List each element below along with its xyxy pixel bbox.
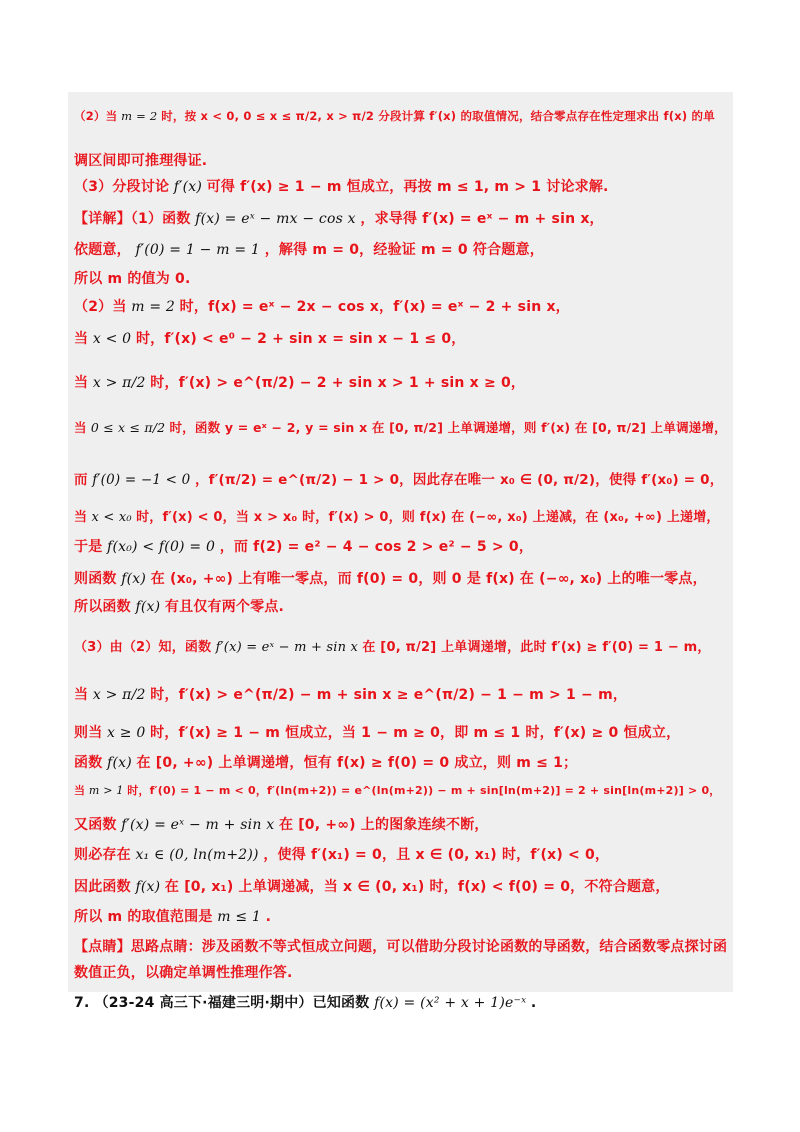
line-text: 当 bbox=[74, 687, 89, 703]
line-text: 调区间即可推理得证. bbox=[74, 153, 208, 169]
math-expression: f(x) = (x² + x + 1)e⁻ˣ bbox=[369, 995, 531, 1011]
line-text: 所以 m 的值为 0. bbox=[74, 271, 191, 287]
line-text: 则必存在 bbox=[74, 847, 131, 863]
line-text-rest: 有且仅有两个零点. bbox=[164, 599, 285, 615]
line-text-rest: ，解得 m = 0，经验证 m = 0 符合题意， bbox=[264, 242, 544, 258]
line-text-rest: 在 (x₀, +∞) 上有唯一零点，而 f(0) = 0，则 0 是 f(x) 在 (−∞, x₀) 上的唯一零点， bbox=[150, 571, 707, 587]
solution-line bbox=[74, 814, 729, 834]
line-text: 当 bbox=[74, 375, 89, 391]
math-expression: m ≤ 1 bbox=[212, 909, 266, 925]
line-text: （2）当 bbox=[74, 299, 127, 315]
line-text-rest: ，求导得 f′(x) = eˣ − m + sin x， bbox=[360, 211, 604, 227]
math-expression: f′(x) = eˣ − m + sin x bbox=[116, 817, 279, 833]
line-text: 当 bbox=[74, 420, 87, 435]
solution-line bbox=[74, 506, 729, 525]
line-text: 当 bbox=[74, 331, 89, 347]
math-expression: f(x) bbox=[116, 571, 151, 587]
line-text: 当 bbox=[74, 784, 86, 797]
math-expression: f′(x) bbox=[169, 179, 207, 195]
line-text-rest: 在 [0, π/2] 上单调递增，此时 f′(x) ≥ f′(0) = 1 − m， bbox=[362, 640, 711, 655]
line-text-rest: 时，f′(0) = 1 − m < 0，f′(ln(m+2)) = e^(ln(m+2)) − m + sin[ln(m+2)] = 2 + sin[ln(m+2)] > 0， bbox=[127, 784, 721, 797]
line-text: 所以 m 的取值范围是 bbox=[74, 909, 213, 925]
math-expression: f(x) bbox=[130, 879, 165, 895]
math-expression: x > π/2 bbox=[88, 687, 151, 703]
solution-line bbox=[74, 752, 729, 772]
solution-line bbox=[74, 876, 729, 896]
line-text: 而 bbox=[74, 472, 88, 488]
math-expression: f′(0) = −1 < 0 bbox=[87, 472, 195, 488]
math-expression: x₁ ∈ (0, ln(m+2)) bbox=[130, 847, 264, 863]
line-text: 因此函数 bbox=[74, 879, 131, 895]
line-text: 则函数 bbox=[74, 571, 117, 587]
line-text-rest: 在 [0, +∞) 上单调递增，恒有 f(x) ≥ f(0) = 0 成立，则 m ≤ 1； bbox=[136, 755, 578, 771]
line-text-rest: 可得 f′(x) ≥ 1 − m 恒成立，再按 m ≤ 1, m > 1 讨论求解. bbox=[206, 179, 609, 195]
line-text-rest: . bbox=[530, 995, 537, 1011]
math-expression: x < 0 bbox=[88, 331, 136, 347]
solution-line bbox=[74, 596, 729, 616]
line-text: （3）由（2）知，函数 bbox=[74, 640, 212, 655]
solution-line bbox=[74, 636, 729, 655]
line-text: 7. （23-24 高三下·福建三明·期中）已知函数 bbox=[74, 995, 370, 1011]
line-text: 【详解】（1）函数 bbox=[74, 211, 191, 227]
line-text: （3）分段讨论 bbox=[74, 179, 170, 195]
line-text-rest: 在 [0, x₁) 上单调递减，当 x ∈ (0, x₁) 时，f(x) < f(0) = 0，不符合题意， bbox=[164, 879, 670, 895]
line-text: 数值正负，以确定单调性推理作答. bbox=[74, 965, 293, 981]
line-text: 则当 bbox=[74, 725, 103, 741]
line-text-rest: ，而 f(2) = e² − 4 − cos 2 > e² − 5 > 0， bbox=[219, 539, 534, 555]
solution-line bbox=[74, 568, 729, 588]
solution-line bbox=[74, 150, 729, 170]
solution-line bbox=[74, 468, 729, 488]
line-text-rest: 时，函数 y = eˣ − 2, y = sin x 在 [0, π/2] 上单调递增，则 f′(x) 在 [0, π/2] 上单调递增， bbox=[169, 420, 727, 435]
math-expression: 0 ≤ x ≤ π/2 bbox=[86, 420, 170, 435]
line-text-rest: 时，f′(x) ≥ 1 − m 恒成立，当 1 − m ≥ 0，即 m ≤ 1 时，f′(x) ≥ 0 恒成立， bbox=[150, 725, 681, 741]
line-text: 函数 bbox=[74, 755, 103, 771]
solution-line bbox=[74, 844, 729, 864]
solution-line bbox=[74, 108, 729, 124]
math-expression: f(x₀) < f(0) = 0 bbox=[102, 539, 220, 555]
solution-line bbox=[74, 936, 729, 956]
line-text-rest: ，使得 f′(x₁) = 0，且 x ∈ (0, x₁) 时，f′(x) < 0， bbox=[263, 847, 610, 863]
line-text: 依题意， bbox=[74, 242, 131, 258]
line-text-rest: 时，按 x < 0, 0 ≤ x ≤ π/2, x > π/2 分段计算 f′(x) 的取值情况，结合零点存在性定理求出 f(x) 的单 bbox=[161, 109, 715, 123]
solution-line bbox=[74, 906, 729, 926]
math-expression: x < x₀ bbox=[87, 510, 137, 525]
solution-line bbox=[74, 782, 729, 798]
line-text-rest: 时，f′(x) < e⁰ − 2 + sin x = sin x − 1 ≤ 0， bbox=[135, 331, 466, 347]
solution-line bbox=[74, 268, 729, 288]
solution-line bbox=[74, 239, 729, 259]
math-expression: x > π/2 bbox=[88, 375, 151, 391]
line-text: 当 bbox=[74, 510, 88, 525]
line-text-rest: 时，f′(x) < 0，当 x > x₀ 时，f′(x) > 0，则 f(x) 在 (−∞, x₀) 上递减，在 (x₀, +∞) 上递增， bbox=[136, 510, 720, 525]
math-expression: m = 2 bbox=[126, 299, 180, 315]
solution-line bbox=[74, 208, 729, 228]
math-expression: f′(0) = 1 − m = 1 bbox=[130, 242, 265, 258]
line-text-rest: 时，f′(x) > e^(π/2) − 2 + sin x > 1 + sin x ≥ 0， bbox=[150, 375, 526, 391]
line-text: （2）当 bbox=[74, 109, 118, 123]
solution-line bbox=[74, 372, 729, 392]
line-text: 【点睛】思路点睛：涉及函数不等式恒成立问题，可以借助分段讨论函数的导函数，结合函数零点探讨函 bbox=[74, 939, 728, 955]
line-text-rest: 时，f(x) = eˣ − 2x − cos x，f′(x) = eˣ − 2 + sin x， bbox=[179, 299, 570, 315]
solution-line bbox=[74, 418, 729, 436]
line-text-rest: ，f′(π/2) = e^(π/2) − 1 > 0，因此存在唯一 x₀ ∈ (0, π/2)，使得 f′(x₀) = 0， bbox=[194, 472, 724, 488]
math-expression: m > 1 bbox=[85, 784, 128, 797]
math-expression: x ≥ 0 bbox=[102, 725, 151, 741]
math-expression: f(x) bbox=[102, 755, 137, 771]
line-text-rest: . bbox=[265, 909, 272, 925]
solution-line bbox=[74, 684, 729, 704]
line-text: 又函数 bbox=[74, 817, 117, 833]
math-expression: f(x) = eˣ − mx − cos x bbox=[190, 211, 361, 227]
math-expression: f(x) bbox=[130, 599, 165, 615]
math-expression: m = 2 bbox=[117, 109, 162, 123]
line-text: 所以函数 bbox=[74, 599, 131, 615]
solution-line bbox=[74, 992, 729, 1012]
solution-line bbox=[74, 176, 729, 196]
solution-line bbox=[74, 328, 729, 348]
line-text-rest: 在 [0, +∞) 上的图象连续不断， bbox=[278, 817, 489, 833]
line-text: 于是 bbox=[74, 539, 103, 555]
solution-line bbox=[74, 296, 729, 316]
solution-line bbox=[74, 536, 729, 556]
math-expression: f′(x) = eˣ − m + sin x bbox=[211, 640, 363, 655]
line-text-rest: 时，f′(x) > e^(π/2) − m + sin x ≥ e^(π/2) − 1 − m > 1 − m， bbox=[150, 687, 628, 703]
solution-line bbox=[74, 722, 729, 742]
solution-line bbox=[74, 962, 729, 982]
